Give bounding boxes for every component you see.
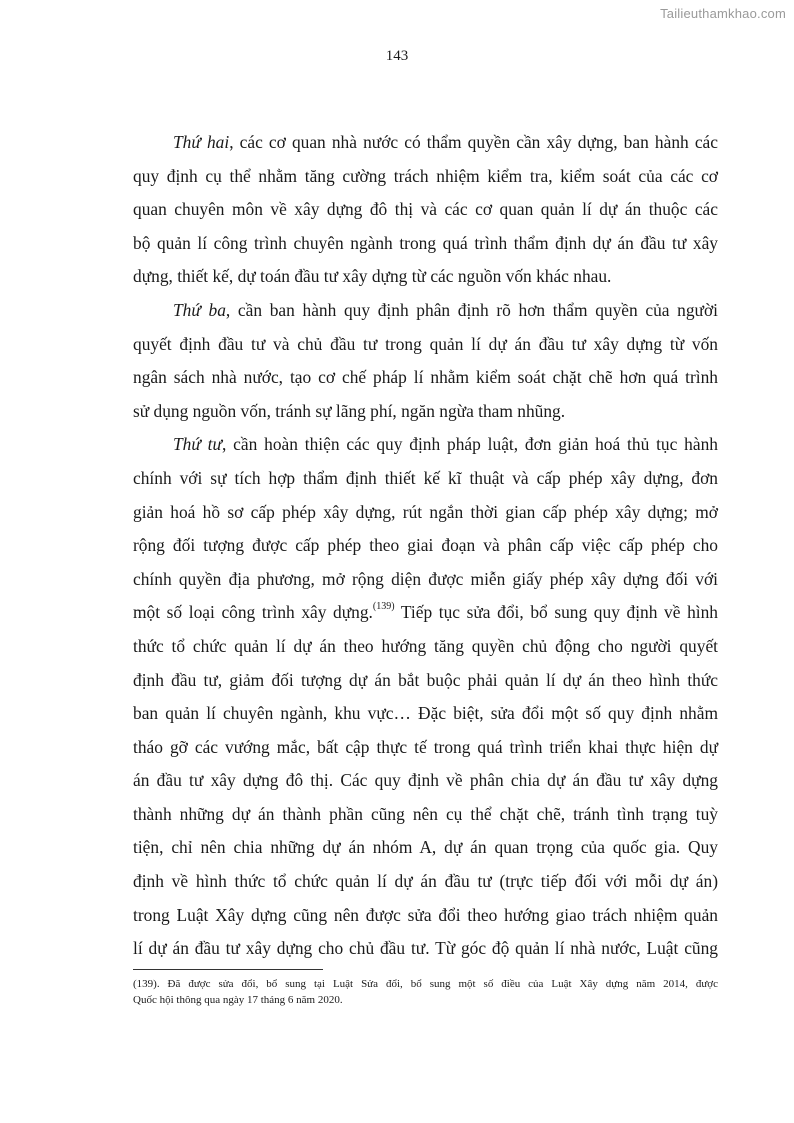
paragraph-line: rộng đối tượng được cấp phép theo giai đoạn và phân cấp việc cấp phép cho bbox=[133, 535, 718, 556]
paragraph-line bbox=[133, 428, 718, 462]
body-text bbox=[133, 126, 718, 966]
paragraph-line bbox=[133, 294, 718, 328]
paragraph-lead: Thứ tư bbox=[173, 434, 222, 455]
paragraph-line: tháo gỡ các vướng mắc, bất cập thực tế trong quá trình triển khai thực hiện dự bbox=[133, 736, 718, 757]
paragraph-line: thành những dự án thành phần cũng nên cụ thể chặt chẽ, tránh tình trạng tuỳ bbox=[133, 803, 718, 824]
paragraph-line: ngân sách nhà nước, tạo cơ chế pháp lí nhằm kiểm soát chặt chẽ hơn quá trình bbox=[133, 367, 718, 388]
paragraph-line: chính quyền địa phương, mở rộng diện được miễn giấy phép xây dựng đối với bbox=[133, 568, 718, 589]
paragraph-line bbox=[133, 126, 718, 160]
paragraph-line: định đầu tư, giảm đối tượng dự án bắt buộc phải quản lí dự án theo hình thức bbox=[133, 669, 718, 690]
paragraph-line: quy định cụ thể nhằm tăng cường trách nhiệm kiểm tra, kiểm soát của các cơ bbox=[133, 165, 718, 186]
paragraph-lead: Thứ ba bbox=[173, 299, 226, 320]
paragraph-line: tiện, chỉ nên chia những dự án nhóm A, dự án quan trọng của quốc gia. Quy bbox=[133, 837, 718, 858]
paragraph-line: trong Luật Xây dựng cũng nên được sửa đổi theo hướng giao trách nhiệm quản bbox=[133, 904, 718, 925]
line-text: , cần hoàn thiện các quy định pháp luật, đơn giản hoá thủ tục hành bbox=[222, 434, 718, 455]
footnote-divider bbox=[133, 969, 323, 970]
paragraph-line: bộ quản lí công trình chuyên ngành trong quá trình thẩm định dự án đầu tư xây bbox=[133, 232, 718, 253]
paragraph-line: ban quản lí chuyên ngành, khu vực… Đặc biệt, sửa đổi một số quy định nhằm bbox=[133, 703, 718, 724]
footnote-line: Quốc hội thông qua ngày 17 tháng 6 năm 2020. bbox=[133, 994, 343, 1006]
paragraph-line: quan chuyên môn về xây dựng đô thị và các cơ quan quản lí dự án thuộc các bbox=[133, 199, 718, 220]
paragraph-line: dựng, thiết kế, dự toán đầu tư xây dựng từ các nguồn vốn khác nhau. bbox=[133, 266, 612, 287]
line-text: , cần ban hành quy định phân định rõ hơn thẩm quyền của người bbox=[225, 299, 719, 320]
paragraph-line: lí dự án đầu tư xây dựng cho chủ đầu tư. Từ góc độ quản lí nhà nước, Luật cũng bbox=[133, 938, 718, 959]
paragraph-line: thức tổ chức quản lí dự án theo hướng tăng quyền chủ động cho người quyết bbox=[133, 635, 718, 656]
line-text: một số loại công trình xây dựng. bbox=[133, 602, 373, 623]
paragraph-line: chính với sự tích hợp thẩm định thiết kế kĩ thuật và cấp phép xây dựng, đơn bbox=[133, 467, 718, 488]
footnote-reference[interactable]: (139) bbox=[372, 600, 395, 612]
paragraph-line bbox=[133, 596, 718, 630]
line-text: , các cơ quan nhà nước có thẩm quyền cần xây dựng, ban hành các bbox=[229, 132, 718, 152]
line-text: Tiếp tục sửa đổi, bổ sung quy định về hình bbox=[394, 602, 718, 623]
footnote-line: (139). Đã được sửa đổi, bổ sung tại Luật Sửa đổi, bổ sung một số điều của Luật Xây dựng năm 2014, được bbox=[133, 978, 718, 990]
footnote bbox=[133, 976, 718, 1008]
watermark: Tailieuthamkhao.com bbox=[660, 6, 786, 21]
paragraph-line: sử dụng nguồn vốn, tránh sự lãng phí, ngăn ngừa tham nhũng. bbox=[133, 400, 566, 421]
paragraph-line: định về hình thức tổ chức quản lí dự án đầu tư (trực tiếp đối với mỗi dự án) bbox=[133, 871, 718, 892]
paragraph-line: án đầu tư xây dựng đô thị. Các quy định về phân chia dự án đầu tư xây dựng bbox=[133, 770, 718, 791]
paragraph-line: giản hoá hồ sơ cấp phép xây dựng, rút ngắn thời gian cấp phép xây dựng; mở bbox=[133, 501, 718, 522]
paragraph-lead: Thứ hai bbox=[173, 132, 230, 152]
paragraph-line: quyết định đầu tư và chủ đầu tư trong quản lí dự án đầu tư xây dựng từ vốn bbox=[133, 333, 718, 354]
page-number: 143 bbox=[385, 48, 409, 64]
